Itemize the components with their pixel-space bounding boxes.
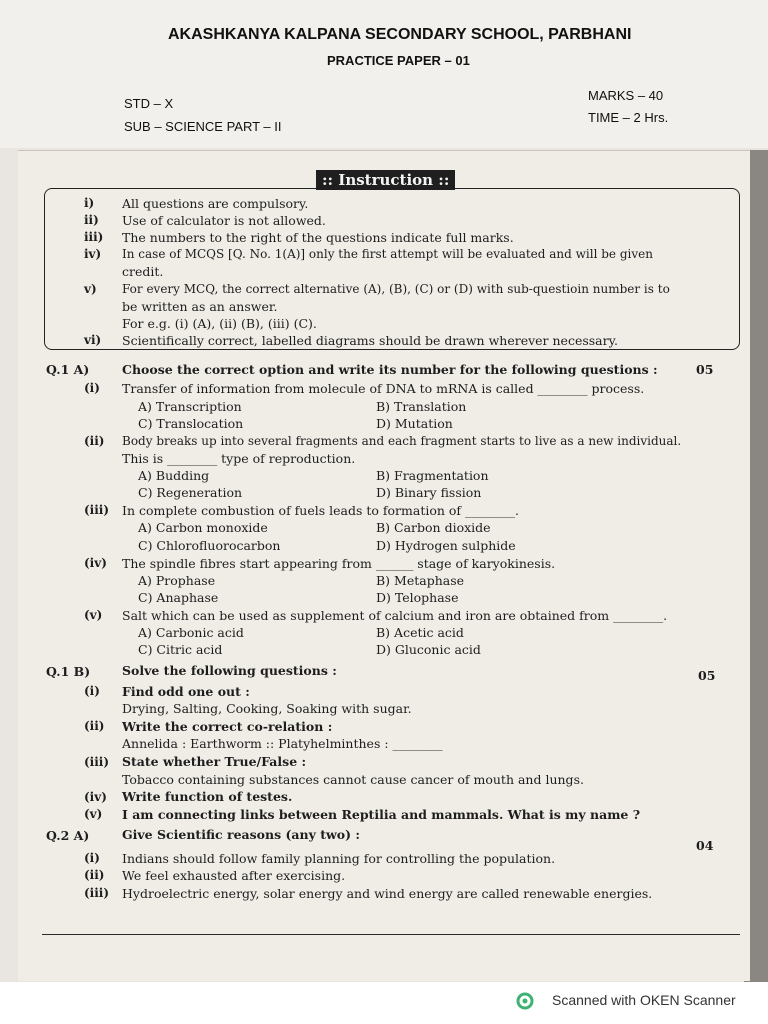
subquestion-title: Write the correct co-relation :: [122, 719, 333, 734]
instruction-number: v): [84, 282, 97, 296]
option: A) Carbonic acid: [138, 625, 244, 640]
option: C) Translocation: [138, 416, 244, 431]
subquestion-number: (iv): [84, 556, 107, 570]
option: C) Anaphase: [138, 590, 219, 605]
bottom-rule: [42, 934, 740, 935]
subquestion-title: I am connecting links between Reptilia and mammals. What is my name ?: [122, 807, 641, 822]
subquestion-text: In complete combustion of fuels leads to formation of ________.: [122, 503, 519, 518]
subquestion-title: Find odd one out :: [122, 684, 250, 699]
question-heading: Choose the correct option and write its number for the following questions :: [122, 362, 658, 377]
subquestion-text: Body breaks up into several fragments and each fragment starts to live as a new individual.: [122, 434, 682, 448]
option: A) Prophase: [138, 573, 216, 588]
option: D) Telophase: [376, 590, 459, 605]
question-marks: 04: [696, 838, 714, 853]
subquestion-number: (iii): [84, 886, 110, 900]
subquestion-title: Write function of testes.: [122, 789, 293, 804]
subquestion-text: Indians should follow family planning for controlling the population.: [122, 851, 556, 866]
question-heading: Give Scientific reasons (any two) :: [122, 827, 360, 842]
instruction-number: vi): [84, 333, 102, 347]
subquestion-number: (ii): [84, 868, 105, 882]
subquestion-text: We feel exhausted after exercising.: [122, 868, 346, 883]
subquestion-number: (v): [84, 807, 103, 821]
instruction-text: credit.: [122, 264, 164, 279]
question-marks: 05: [696, 362, 714, 377]
option: D) Binary fission: [376, 485, 482, 500]
question-heading: Solve the following questions :: [122, 663, 337, 678]
subquestion-number: (i): [84, 684, 100, 698]
subquestion-text: Annelida : Earthworm :: Platyhelminthes : ________: [122, 736, 443, 751]
instruction-text: For every MCQ, the correct alternative (A), (B), (C) or (D) with sub-questioin number is to: [122, 282, 670, 296]
option: B) Translation: [376, 399, 467, 414]
school-name: AKASHKANYA KALPANA SECONDARY SCHOOL, PARBHANI: [168, 26, 632, 43]
option: C) Regeneration: [138, 485, 243, 500]
option: D) Mutation: [376, 416, 453, 431]
subquestion-text: The spindle fibres start appearing from ______ stage of karyokinesis.: [122, 556, 556, 571]
standard-label: STD – X: [124, 96, 174, 111]
instruction-number: i): [84, 196, 95, 210]
subquestion-number: (i): [84, 851, 100, 865]
subquestion-text: Hydroelectric energy, solar energy and wind energy are called renewable energies.: [122, 886, 653, 901]
subquestion-number: (i): [84, 381, 100, 395]
option: C) Chlorofluorocarbon: [138, 538, 281, 553]
subquestion-number: (ii): [84, 719, 105, 733]
subject-label: SUB – SCIENCE PART – II: [124, 119, 282, 134]
option: D) Gluconic acid: [376, 642, 481, 657]
question-label: Q.1 B): [46, 664, 91, 679]
instruction-number: ii): [84, 213, 99, 227]
subquestion-number: (v): [84, 608, 103, 622]
instruction-text: For e.g. (i) (A), (ii) (B), (iii) (C).: [122, 316, 317, 331]
marks-label: MARKS – 40: [588, 88, 664, 103]
question-marks: 05: [698, 668, 716, 683]
subquestion-text: Tobacco containing substances cannot cause cancer of mouth and lungs.: [122, 772, 584, 787]
question-label: Q.2 A): [46, 828, 90, 843]
instructions-title: :: Instruction ::: [316, 170, 455, 190]
subquestion-text: Drying, Salting, Cooking, Soaking with sugar.: [122, 701, 412, 716]
option: B) Acetic acid: [376, 625, 464, 640]
subquestion-text: Transfer of information from molecule of DNA to mRNA is called ________ process.: [122, 381, 645, 396]
paper-header-area: [0, 0, 768, 148]
subquestion-number: (ii): [84, 434, 105, 448]
instruction-text: The numbers to the right of the questions indicate full marks.: [122, 230, 514, 245]
instruction-number: iv): [84, 247, 102, 261]
option: B) Metaphase: [376, 573, 465, 588]
subquestion-text: This is ________ type of reproduction.: [122, 451, 356, 466]
option: A) Transcription: [138, 399, 242, 414]
subquestion-number: (iv): [84, 790, 107, 804]
scanner-watermark: Scanned with OKEN Scanner: [552, 992, 736, 1008]
option: A) Budding: [138, 468, 210, 483]
instruction-text: In case of MCQS [Q. No. 1(A)] only the first attempt will be evaluated and will be given: [122, 247, 653, 261]
subquestion-number: (iii): [84, 503, 110, 517]
option: C) Citric acid: [138, 642, 223, 657]
subquestion-title: State whether True/False :: [122, 754, 307, 769]
paper-title: PRACTICE PAPER – 01: [327, 53, 470, 68]
instruction-text: All questions are compulsory.: [122, 196, 309, 211]
instruction-text: be written as an answer.: [122, 299, 278, 314]
subquestion-number: (iii): [84, 755, 110, 769]
instruction-text: Scientifically correct, labelled diagrams should be drawn wherever necessary.: [122, 333, 618, 348]
instruction-text: Use of calculator is not allowed.: [122, 213, 326, 228]
option: B) Fragmentation: [376, 468, 489, 483]
subquestion-text: Salt which can be used as supplement of calcium and iron are obtained from ________.: [122, 608, 668, 623]
question-label: Q.1 A): [46, 362, 90, 377]
oken-scanner-logo-icon: [516, 992, 534, 1010]
time-label: TIME – 2 Hrs.: [588, 110, 669, 125]
instruction-number: iii): [84, 230, 104, 244]
option: D) Hydrogen sulphide: [376, 538, 516, 553]
option: B) Carbon dioxide: [376, 520, 491, 535]
option: A) Carbon monoxide: [138, 520, 268, 535]
